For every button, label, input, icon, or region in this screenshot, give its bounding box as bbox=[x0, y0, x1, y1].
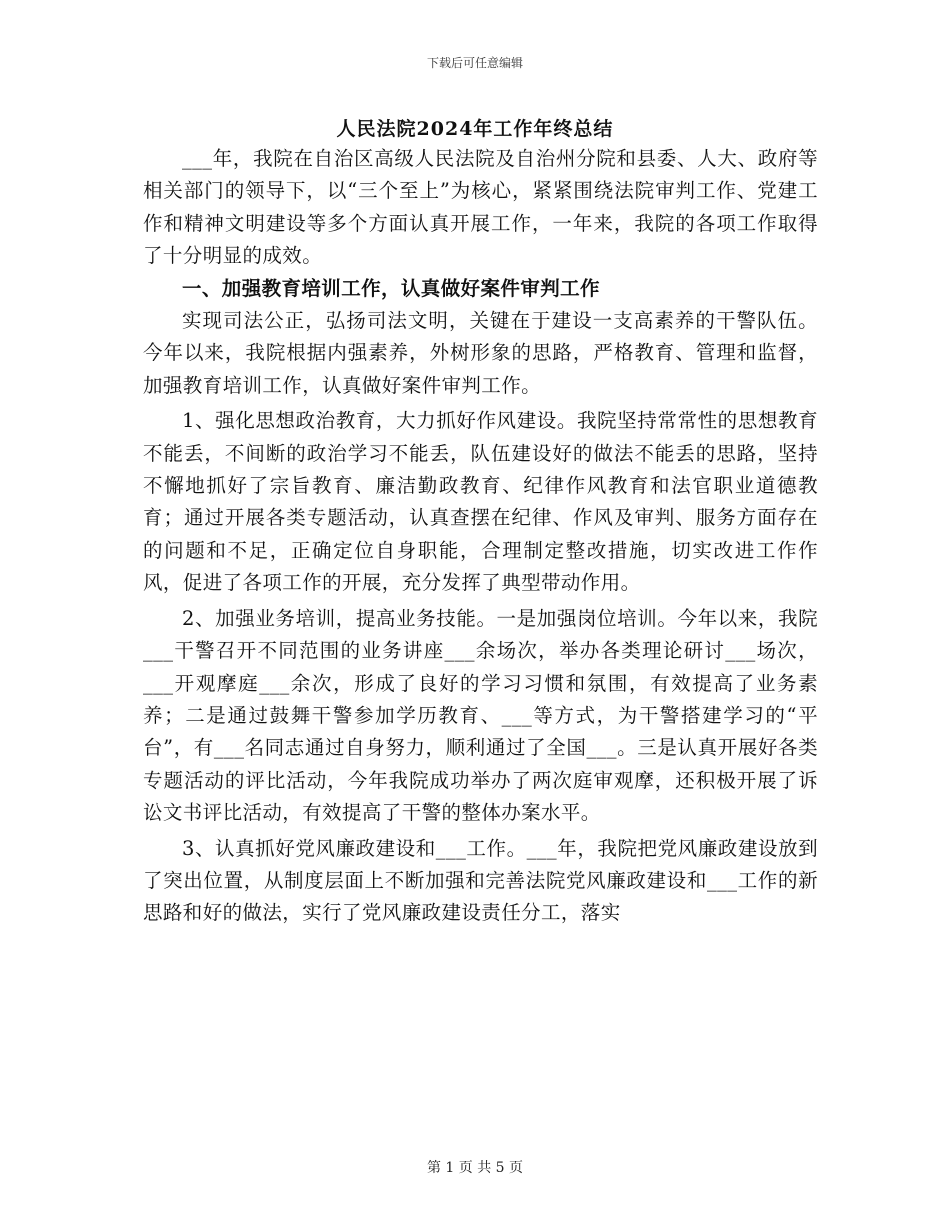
document-body bbox=[143, 143, 818, 930]
header-note: 下载后可任意编辑 bbox=[426, 56, 523, 70]
paragraph-item-3: 3、认真抓好党风廉政建设和___工作。___年，我院把党风廉政建设放到了突出位置，从制度层面上不断加强和完善法院党风廉政建设和___工作的新思路和好的做法，实行了党风廉政建设责任分工，落实 bbox=[143, 836, 818, 925]
paragraph-item-1: 1、强化思想政治教育，大力抓好作风建设。我院坚持常常性的思想教育不能丢，不间断的政治学习不能丢，队伍建设好的做法不能丢的思路，坚持不懈地抓好了宗旨教育、廉洁勤政教育、纪律作风教育和法官职业道德教育；通过开展各类专题活动，认真查摆在纪律、作风及审判、服务方面存在的问题和不足，正确定位自身职能，合理制定整改措施，切实改进工作作风，促进了各项工作的开展，充分发挥了典型带动作用。 bbox=[143, 409, 818, 595]
section-heading-1: 一、加强教育培训工作，认真做好案件审判工作 bbox=[182, 276, 600, 300]
document-title: 人民法院2024年工作年终总结 bbox=[336, 118, 614, 140]
page-number-footer: 第 1 页 共 5 页 bbox=[426, 1160, 524, 1176]
paragraph-item-2: 2、加强业务培训，提高业务技能。一是加强岗位培训。今年以来，我院___干警召开不同范围的业务讲座___余场次，举办各类理论研讨___场次，___开观摩庭___余次，形成了良好的学习习惯和氛围，有效提高了业务素养；二是通过鼓舞干警参加学历教育、___等方式，为干警搭建学习的“平台”，有___名同志通过自身努力，顺利通过了全国___。三是认真开展好各类专题活动的评比活动，今年我院成功举办了两次庭审观摩，还积极开展了诉讼文书评比活动，有效提高了干警的整体办案水平。 bbox=[143, 606, 818, 825]
paragraph-section-1-intro: 实现司法公正，弘扬司法文明，关键在于建设一支高素养的干警队伍。今年以来，我院根据内强素养，外树形象的思路，严格教育、管理和监督，加强教育培训工作，认真做好案件审判工作。 bbox=[143, 309, 818, 397]
paragraph-intro: ___年，我院在自治区高级人民法院及自治州分院和县委、人大、政府等相关部门的领导下，以“三个至上”为核心，紧紧围绕法院审判工作、党建工作和精神文明建设等多个方面认真开展工作，一年来，我院的各项工作取得了十分明显的成效。 bbox=[143, 147, 818, 268]
